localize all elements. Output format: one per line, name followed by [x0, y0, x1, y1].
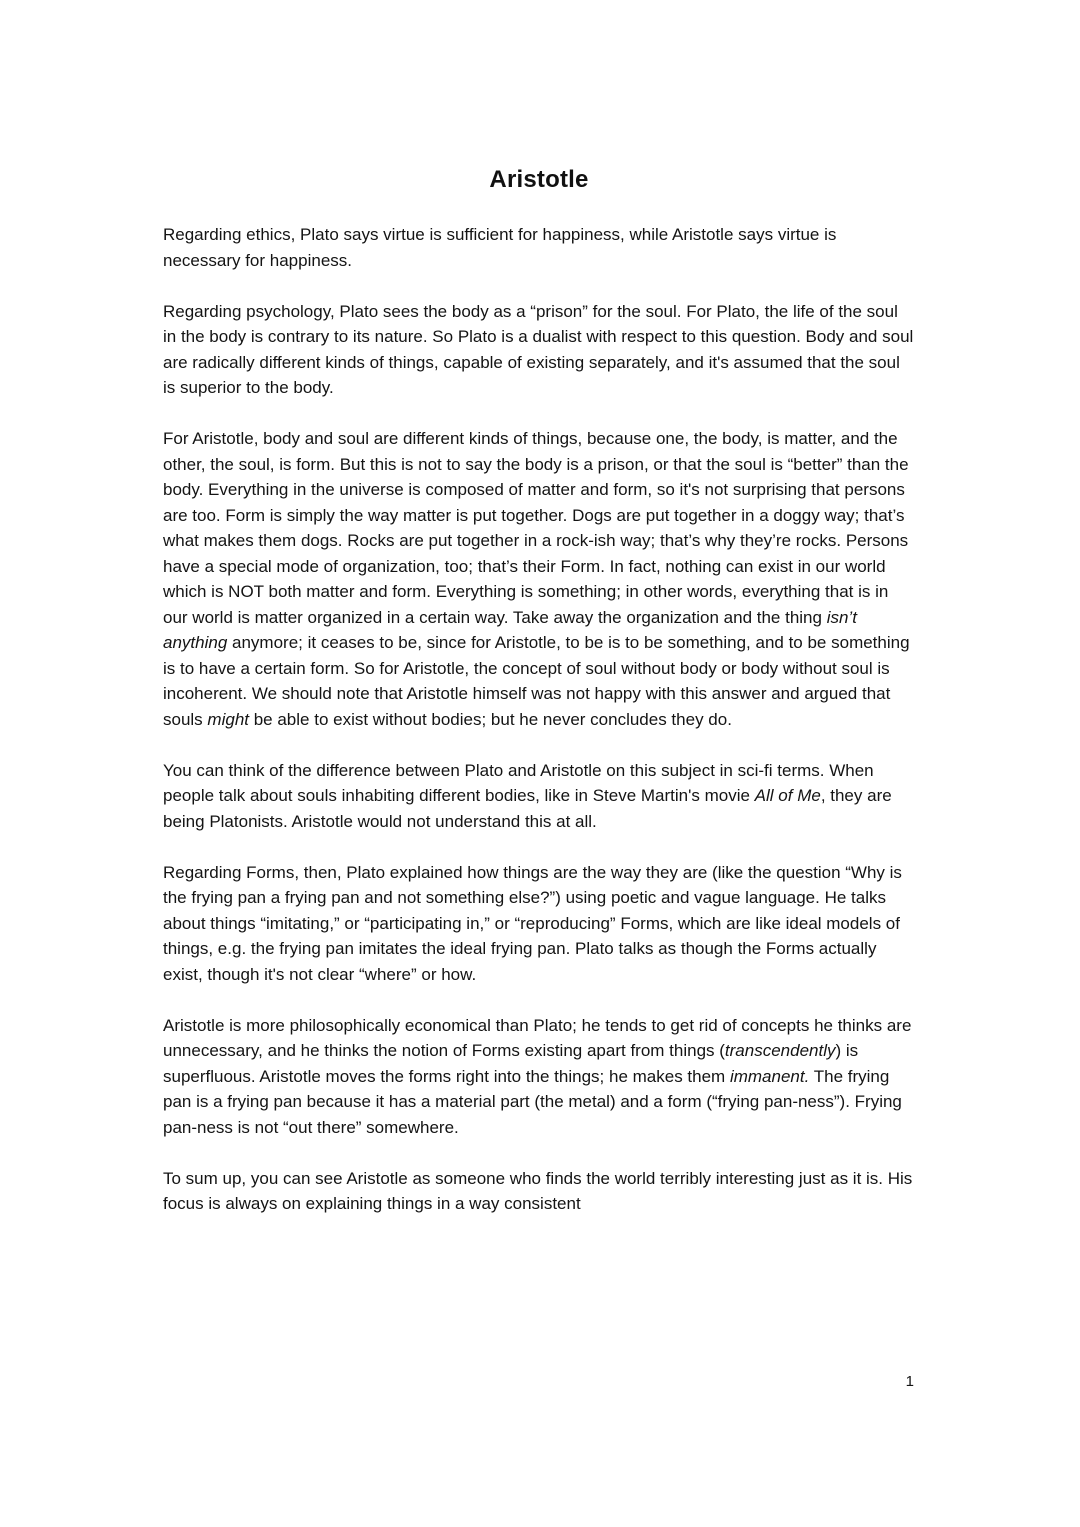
text-run: ) is superfluous. Aristotle moves the forms right into the things; he makes them: [163, 1041, 859, 1086]
text-run: Aristotle is more philosophically economical than Plato; he tends to get rid of concepts he thinks are unnecessary, and he thinks the notion of Forms existing apart from things (: [163, 1015, 912, 1060]
text-run: For Aristotle, body and soul are different kinds of things, because one, the body, is matter, and the other, the soul, is form. But this is not to say the body is a prison, or that the soul is “better” than the body. Everything in the universe is composed of matter and form, so it's not surprising that persons are too. Form is simply the way matter is put together. Dogs are put together in a doggy way; that’s what makes them dogs. Rocks are put together in a rock-ish way; that’s why they’re rocks. Persons have a special mode of organization, too; that’s their Form. In fact, nothing can exist in our world which is NOT both matter and form. Everything is something; in other words, everything that is in our world is matter organized in a certain way. Take away the organization and the thing: [163, 429, 909, 627]
text-run: Regarding Forms, then, Plato explained how things are the way they are (like the question “Why is the frying pan a frying pan and not something else?”) using poetic and vague language. He talks about things “imitating,” or “participating in,” or “reproducing” Forms, which are like ideal models of things, e.g. the frying pan imitates the ideal frying pan. Plato talks as though the Forms actually exist, though it's not clear “where” or how.: [163, 862, 902, 984]
paragraph: [163, 860, 915, 988]
italic-text-run: All of Me: [754, 786, 821, 805]
text-run: Regarding psychology, Plato sees the body as a “prison” for the soul. For Plato, the life of the soul in the body is contrary to its nature. So Plato is a dualist with respect to this question. Body and soul are radically different kinds of things, capable of existing separately, and it's assumed that the soul is superior to the body.: [163, 301, 914, 397]
document-body: [163, 222, 915, 1217]
paragraph: [163, 299, 915, 401]
text-run: Regarding ethics, Plato says virtue is sufficient for happiness, while Aristotle says virtue is necessary for happiness.: [163, 225, 837, 270]
page-number: 1: [905, 1373, 914, 1390]
paragraph: [163, 1166, 915, 1217]
text-run: , they are being Platonists. Aristotle would not understand this at all.: [163, 786, 892, 831]
document-title: Aristotle: [489, 166, 589, 193]
italic-text-run: isn’t anything: [163, 607, 857, 652]
text-run: The frying pan is a frying pan because it has a material part (the metal) and a form (“frying pan-ness”). Frying pan-ness is not “out there” somewhere.: [163, 1066, 902, 1137]
paragraph: [163, 426, 915, 732]
text-run: be able to exist without bodies; but he never concludes they do.: [249, 709, 732, 729]
document-content: [163, 166, 915, 1217]
italic-text-run: immanent.: [729, 1066, 810, 1086]
text-run: To sum up, you can see Aristotle as someone who finds the world terribly interesting just as it is. His focus is always on explaining things in a way consistent: [163, 1168, 913, 1213]
italic-text-run: might: [207, 709, 249, 729]
paragraph: [163, 1013, 915, 1141]
italic-text-run: transcendently: [724, 1041, 836, 1060]
text-run: You can think of the difference between Plato and Aristotle on this subject in sci-fi terms. When people talk about souls inhabiting different bodies, like in Steve Martin's movie: [163, 760, 874, 805]
paragraph: [163, 222, 915, 273]
paragraph: [163, 758, 915, 835]
text-run: anymore; it ceases to be, since for Aristotle, to be is to be something, and to be something is to have a certain form. So for Aristotle, the concept of soul without body or body without soul is incoherent. We should note that Aristotle himself was not happy with this answer and argued that souls: [163, 633, 910, 729]
